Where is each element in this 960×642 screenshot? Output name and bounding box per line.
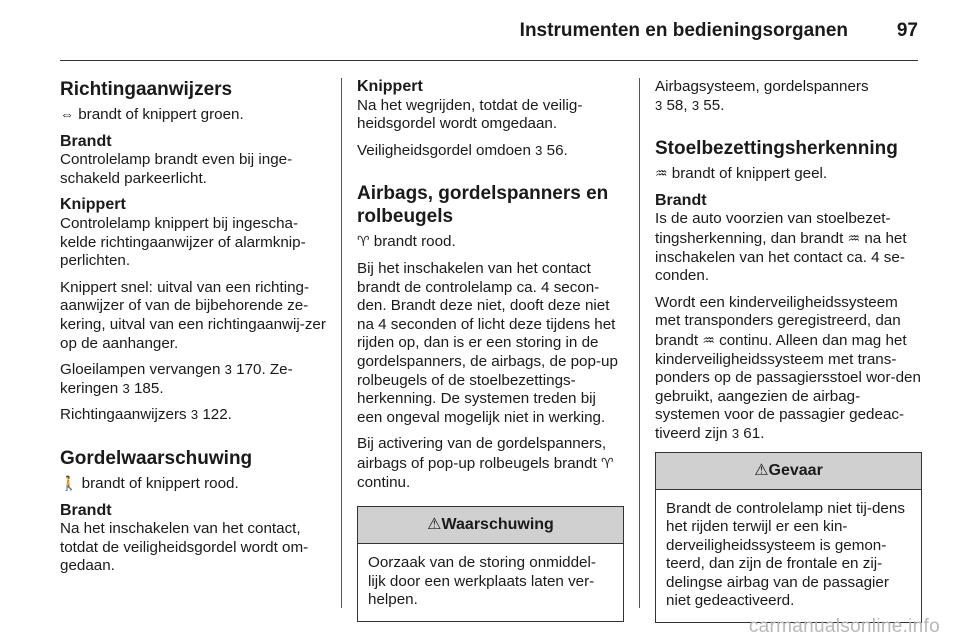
page-ref-icon: 3 <box>731 425 740 441</box>
paragraph-cross-reference: Richtingaanwijzers 3 122. <box>60 406 232 424</box>
warning-header <box>358 507 623 544</box>
column-divider <box>341 78 342 608</box>
paragraph: Na het inschakelen van het contact, totdat de veiligheidsgordel wordt om-gedaan. <box>60 520 309 575</box>
page-ref-link[interactable]: 56 <box>546 141 564 159</box>
section-intro: brandt of knippert geel. <box>671 165 828 183</box>
warning-title: Waarschuwing <box>441 516 554 534</box>
section-intro: brandt rood. <box>373 233 456 251</box>
page-ref-icon: 3 <box>224 362 232 378</box>
paragraph: Controlelamp knippert bij ingescha-kelde richtingaanwijzer of alarmknip-perlichten. <box>60 214 306 270</box>
subsection-title: Knippert <box>60 196 126 214</box>
page-ref-icon: 3 <box>122 380 130 396</box>
airbag-icon: ♈ <box>601 454 614 471</box>
section-title-seatbelt: Gordelwaarschuwing <box>60 447 253 469</box>
page-ref-icon: 3 <box>535 142 543 158</box>
seat-occupancy-icon: ♒ <box>847 229 861 246</box>
paragraph: Na het wegrijden, totdat de veilig-heidsgordel wordt omgedaan. <box>357 96 583 133</box>
page-ref-link[interactable]: 61 <box>743 424 761 442</box>
paragraph: Is de auto voorzien van stoelbezet-tingsherkenning, dan brandt ♒ na het inschakelen van het contact ca. 4 se-conden. <box>655 210 907 285</box>
section-title-seat-occupancy: Stoelbezettingsherkenning <box>655 138 898 160</box>
page-ref-link[interactable]: 170 <box>236 361 262 379</box>
page-number: 97 <box>896 20 918 41</box>
danger-header <box>656 453 921 490</box>
page-ref-icon: 3 <box>691 97 700 113</box>
column-2 <box>357 78 625 622</box>
paragraph: Bij activering van de gordelspanners, airbags of pop-up rolbeugels brandt ♈ continu. <box>357 435 614 491</box>
seat-occupancy-icon: ♒ <box>655 165 668 182</box>
paragraph: Wordt een kinderveiligheidssysteem met transponders geregistreerd, dan brandt ♒ continu. Alleen dan mag het kinderveiligheidssysteem met trans-ponders op de passagiersstoel wor-den gebruikt, aangezien de airbag-systemen voor de passagier gedeac-tiveerd zijn 3 61. <box>655 293 921 442</box>
paragraph-cross-reference: Veiligheidsgordel omdoen 3 56. <box>357 141 568 159</box>
section-intro: brandt of knippert rood. <box>81 474 239 492</box>
warning-icon: ⚠ <box>427 516 442 534</box>
paragraph-cross-reference: Airbagsysteem, gordelspanners 3 58, 3 55. <box>655 78 869 114</box>
subsection-title: Brandt <box>60 132 112 150</box>
header-title: Instrumenten en bedieningsorganen <box>519 20 848 41</box>
section-title-turn-signals: Richtingaanwijzers <box>60 79 233 100</box>
warning-icon: ⚠ <box>754 461 769 479</box>
warning-box <box>357 506 624 622</box>
section-intro: brandt of knippert groen. <box>78 106 244 123</box>
page-ref-link[interactable]: 185 <box>133 379 160 397</box>
column-3 <box>655 78 923 623</box>
turn-signal-icon: ⇔ <box>60 106 74 122</box>
watermark: carmanualsonline.info <box>748 616 940 637</box>
page-ref-link[interactable]: 55 <box>703 96 721 114</box>
page-header <box>60 0 918 61</box>
warning-text: Oorzaak van de storing onmiddel-lijk door een werkplaats laten ver-helpen. <box>368 554 596 609</box>
page-ref-icon: 3 <box>190 407 199 423</box>
subsection-title: Brandt <box>60 501 112 519</box>
page-ref-icon: 3 <box>655 97 663 113</box>
danger-text: Brandt de controlelamp niet tij-dens het rijden terwijl er een kin-derveiligheidssysteem is gemon-teerd, dan zijn de frontale en zij-delingse airbag van de passagier niet gedeactiveerd. <box>666 499 905 610</box>
section-title-airbags: Airbags, gordelspanners en rolbeugels <box>357 183 609 228</box>
danger-title: Gevaar <box>768 461 823 479</box>
column-1 <box>60 78 328 584</box>
paragraph: Controlelamp brandt even bij inge-schakeld parkeerlicht. <box>60 151 293 187</box>
paragraph: Knippert snel: uitval van een richting-aanwijzer of van de bijbehorende ze-kering, uitval van een richtingaanwij-zer op de aanhanger. <box>60 278 326 352</box>
subsection-title: Knippert <box>357 78 423 95</box>
airbag-icon: ♈ <box>357 233 370 250</box>
seatbelt-icon: 🚶 <box>60 474 78 491</box>
page-ref-link[interactable]: 58 <box>666 96 684 114</box>
page-ref-link[interactable]: 122 <box>202 406 228 424</box>
paragraph-cross-reference: Gloeilampen vervangen 3 170. Ze-keringen 3 185. <box>60 361 293 397</box>
column-divider <box>639 78 640 608</box>
seat-occupancy-icon: ♒ <box>702 331 715 348</box>
paragraph: Bij het inschakelen van het contact brandt de controlelamp ca. 4 secon-den. Brandt deze niet, dooft deze niet na 4 seconden of licht deze tijdens het rijden op, dan is er een storing in de gordelspanners, de airbags, de pop-up rolbeugels of de stoelbezettings-herkenning. De systemen treden bij een ongeval mogelijk niet in werking. <box>357 259 618 426</box>
subsection-title: Brandt <box>655 191 707 209</box>
danger-box <box>655 452 922 624</box>
